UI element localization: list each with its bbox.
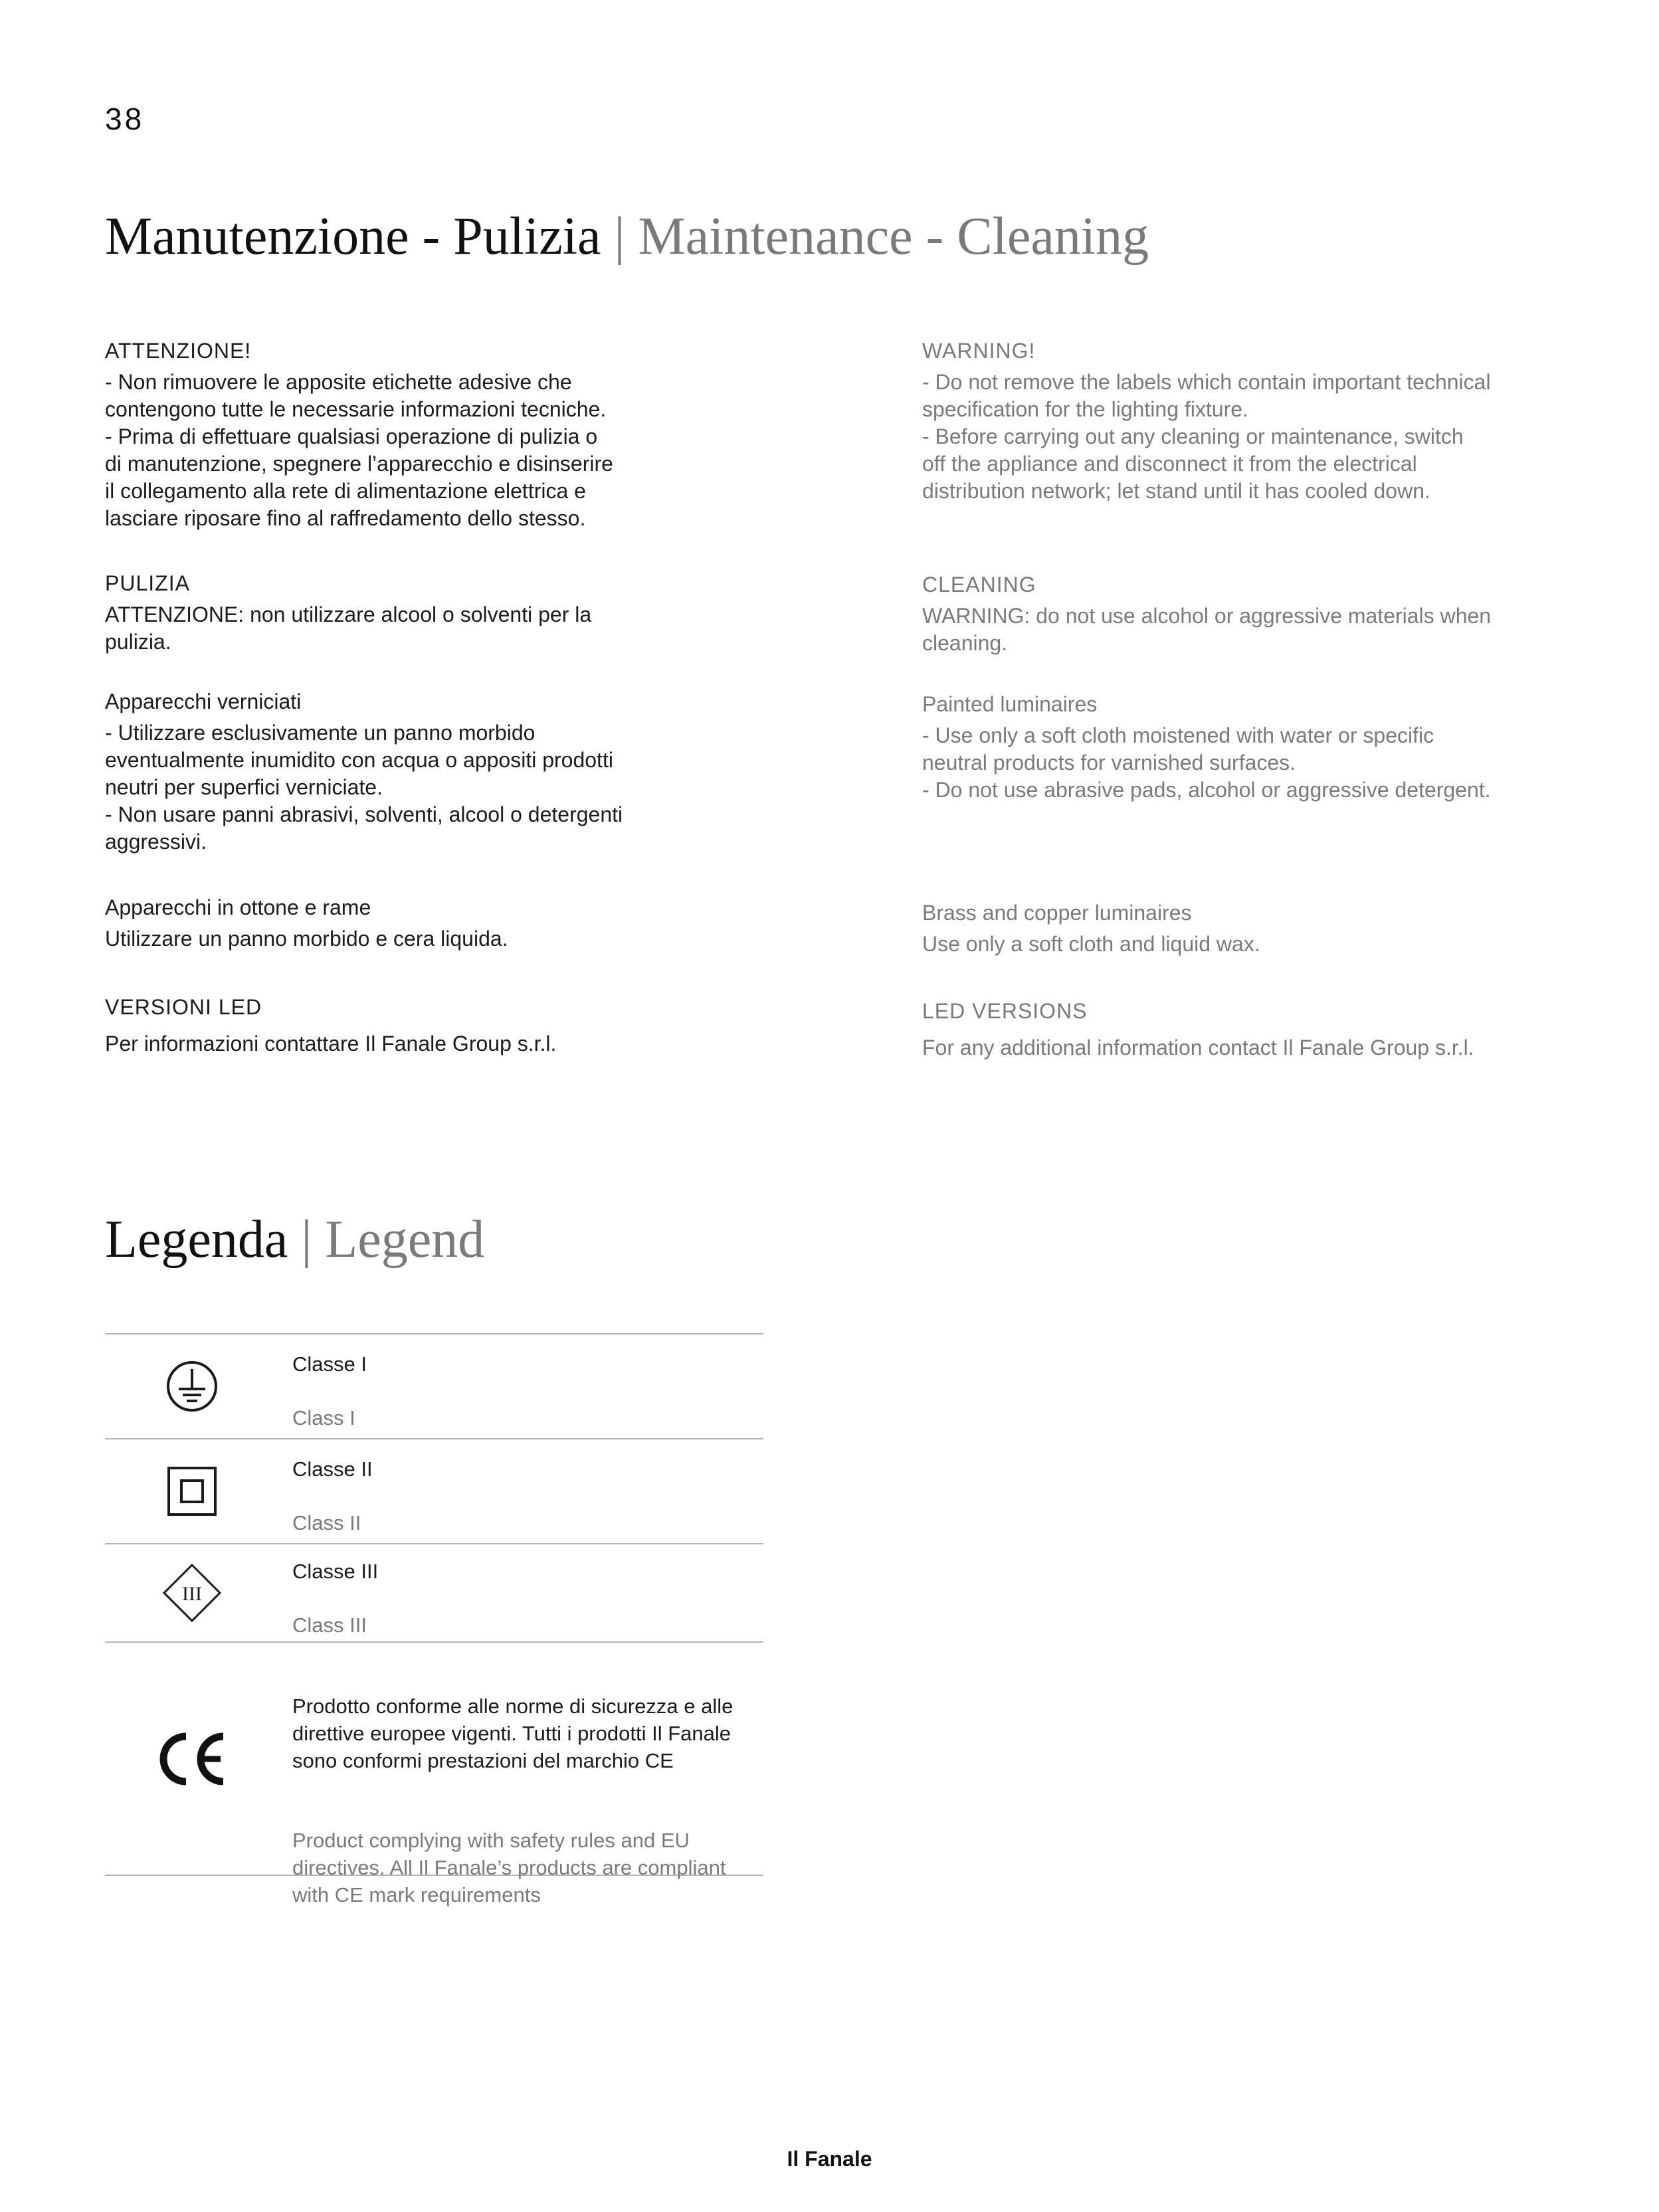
page-title [105,207,1149,266]
legend-table [105,1333,763,1906]
cleaning-body-en: WARNING: do not use alcohol or aggressive materials when cleaning. [922,604,1492,655]
cleaning-section-en [922,571,1491,657]
cleaning-title-en: CLEANING [922,573,1036,597]
title-separator: | [614,207,625,266]
painted-section-en [922,691,1491,804]
painted-body-en: - Use only a soft cloth moistened with water or specific neutral products for varnished surfaces. - Do not use abrasive pads, alcohol or aggressive detergent. [922,723,1491,802]
legend-text-class-i [292,1350,757,1431]
legend-title-italian: Legenda [105,1210,288,1269]
led-title-en: LED VERSIONS [922,999,1088,1023]
led-body-it: Per informazioni contattare Il Fanale Group s.r.l. [105,1032,557,1056]
legend-en-class-ii: Class II [292,1511,361,1534]
cleaning-body-it: ATTENZIONE: non utilizzare alcool o solventi per la pulizia. [105,602,592,654]
cleaning-title-it: PULIZIA [105,571,190,595]
legend-row-class-ii [105,1438,763,1543]
brass-body-en: Use only a soft cloth and liquid wax. [922,932,1260,956]
legend-en-class-iii: Class III [292,1613,367,1637]
brass-body-it: Utilizzare un panno morbido e cera liquida. [105,927,508,951]
legend-text-ce [292,1665,757,1936]
brass-title-en: Brass and copper luminaires [922,901,1192,925]
class-iii-diamond-icon [105,1544,279,1641]
legend-it-ce: Prodotto conforme alle norme di sicurezza e alle direttive europee vigenti. Tutti i prodotti Il Fanale sono conformi prestazioni del marchio CE [292,1695,733,1772]
page-number: 38 [105,102,145,136]
footer-brand: Il Fanale [787,2147,872,2171]
warning-section-en [922,337,1491,505]
warning-title-it: ATTENZIONE! [105,339,252,363]
led-body-en: For any additional information contact Il Fanale Group s.r.l. [922,1036,1474,1060]
legend-row-ce [105,1641,763,1906]
legend-title-english: Legend [325,1210,485,1269]
legend-it-class-i: Classe I [292,1352,367,1376]
cleaning-section-it [105,570,591,656]
page-title-english: Maintenance - Cleaning [638,207,1149,266]
legend-text-class-ii [292,1455,757,1536]
legend-row-class-iii [105,1543,763,1641]
legend-it-class-iii: Classe III [292,1560,379,1583]
warning-section-it [105,337,613,532]
brass-section-en [922,899,1260,958]
class-ii-double-square-icon [105,1439,279,1543]
class-iii-icon-label: III [182,1583,202,1605]
painted-title-it: Apparecchi verniciati [105,690,302,713]
led-title-it: VERSIONI LED [105,995,262,1019]
legend-text-class-iii [292,1558,757,1639]
led-section-en [922,998,1474,1061]
class-i-earth-icon [105,1335,279,1438]
led-section-it [105,994,556,1058]
legend-it-class-ii: Classe II [292,1457,373,1481]
legend-en-ce: Product complying with safety rules and EU directives. All Il Fanale’s products are compliant with CE mark requirements [292,1829,726,1906]
warning-body-it: - Non rimuovere le apposite etichette adesive che contengono tutte le necessarie informazioni tecniche. - Prima di effettuare qualsiasi operazione di pulizia o di manutenzione, spegnere l’apparecchio e disinserire il collegamento alla rete di alimentazione elettrica e lasciare riposare fino al raffredamento dello stesso. [105,370,613,530]
ce-mark-icon [105,1643,279,1875]
brass-title-it: Apparecchi in ottone e rame [105,895,371,919]
brass-section-it [105,894,508,953]
legend-en-class-i: Class I [292,1406,355,1429]
legend-title-separator: | [301,1210,312,1269]
warning-body-en: - Do not remove the labels which contain important technical specification for the lighting fixture. - Before carrying out any cleaning or maintenance, switch off the appliance and disconnect it from the electrical distribution network; let stand until it has cooled down. [922,370,1491,503]
painted-section-it [105,688,623,856]
warning-title-en: WARNING! [922,339,1036,363]
legend-row-class-i [105,1333,763,1438]
painted-title-en: Painted luminaires [922,692,1098,716]
legend-title [105,1210,485,1269]
page-title-italian: Manutenzione - Pulizia [105,207,601,266]
painted-body-it: - Utilizzare esclusivamente un panno morbido eventualmente inumidito con acqua o appositi prodotti neutri per superfici verniciate. - Non usare panni abrasivi, solventi, alcool o detergenti aggressivi. [105,721,623,854]
